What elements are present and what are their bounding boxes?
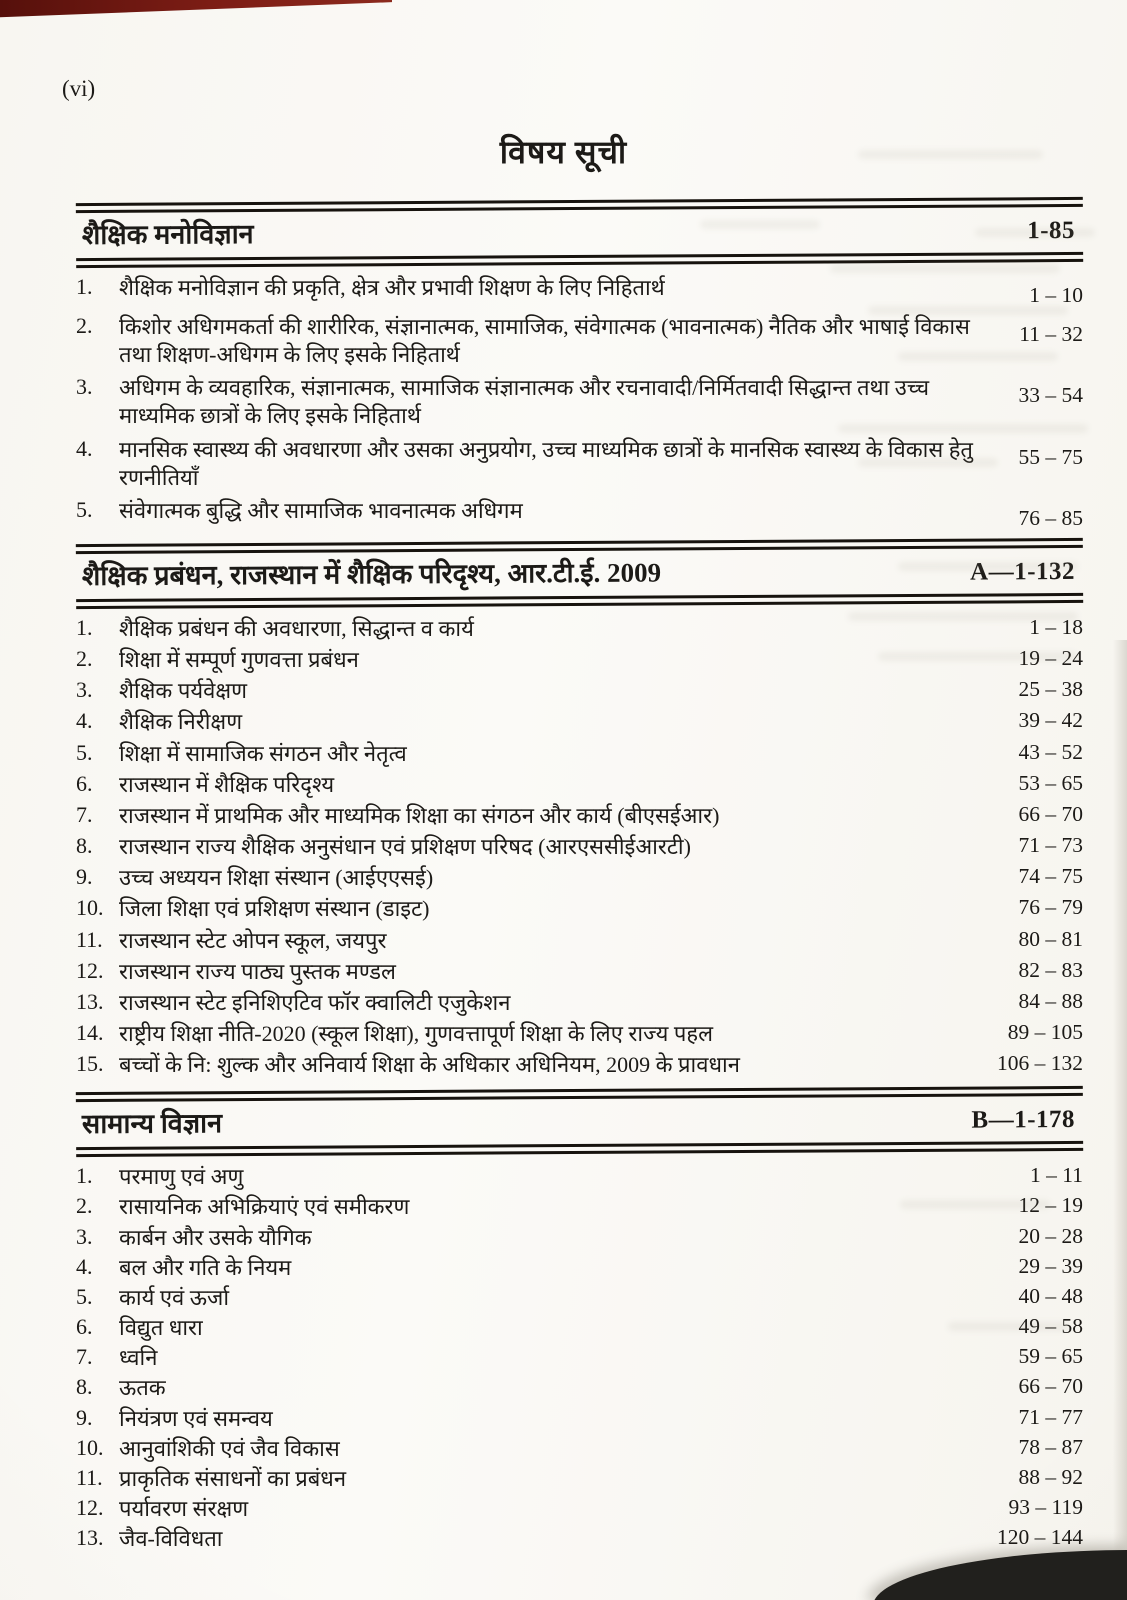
toc-entry [76, 927, 1083, 955]
page-title: विषय सूची [499, 134, 628, 170]
entry-pages: 71 – 77 [1018, 1404, 1083, 1429]
section-header [76, 197, 1083, 268]
entry-pages: 88 – 92 [1018, 1464, 1083, 1489]
entry-title: शैक्षिक प्रबंधन की अवधारणा, सिद्धान्त व कार्य [119, 615, 474, 641]
entry-title: अधिगम के व्यवहारिक, संज्ञानात्मक, सामाजिक संज्ञानात्मक और रचनावादी/निर्मितवादी सिद्धान्त तथा उच्च माध्यमिक छात्रों के लिए इसके निहितार्थ [119, 375, 930, 429]
entry-pages: 11 – 32 [1019, 322, 1083, 346]
toc-entry [76, 374, 1083, 430]
entry-number: 15. [76, 1051, 104, 1077]
entry-title: मानसिक स्वास्थ्य की अवधारणा और उसका अनुप्रयोग, उच्च माध्यमिक छात्रों के मानसिक स्वास्थ्य के विकास हेतु रणनीतियाँ [119, 436, 973, 490]
entry-title: कार्य एवं ऊर्जा [119, 1284, 230, 1310]
toc-section [76, 200, 1083, 531]
entry-pages: 39 – 42 [1018, 708, 1083, 733]
entry-pages: 71 – 73 [1018, 833, 1083, 858]
entry-pages: 55 – 75 [1018, 444, 1083, 469]
toc-entry [76, 958, 1083, 986]
toc-entry [76, 1051, 1083, 1079]
entry-title: शिक्षा में सामाजिक संगठन और नेतृत्व [119, 740, 407, 766]
section-title: शैक्षिक प्रबंधन, राजस्थान में शैक्षिक परिदृश्य, आर.टी.ई. 2009 [81, 557, 662, 591]
bleed-through-smudge [868, 306, 1068, 315]
toc-entry [76, 1435, 1083, 1463]
entry-title: आनुवांशिकी एवं जैव विकास [119, 1435, 340, 1461]
bleed-through-smudge [878, 652, 1078, 661]
entry-number: 13. [76, 988, 104, 1014]
entry-title: संवेगात्मक बुद्धि और सामाजिक भावनात्मक अधिगम [119, 497, 523, 523]
entry-pages: 53 – 65 [1018, 770, 1083, 795]
entry-number: 8. [76, 1374, 93, 1400]
entry-number: 9. [76, 1404, 93, 1430]
toc-entry [76, 1254, 1083, 1282]
toc-entry [76, 1405, 1083, 1433]
entry-pages: 74 – 75 [1018, 864, 1083, 889]
entry-number: 5. [76, 496, 93, 522]
bleed-through-smudge [898, 352, 1058, 361]
toc-entry [76, 1284, 1083, 1312]
entry-number: 8. [76, 833, 93, 859]
entry-number: 1. [76, 614, 93, 640]
entry-number: 2. [76, 1193, 93, 1219]
entry-title: ध्वनि [119, 1345, 158, 1371]
entry-title: विद्युत धारा [119, 1315, 203, 1341]
entry-pages: 120 – 144 [997, 1525, 1083, 1550]
entry-number: 4. [76, 435, 93, 461]
toc-entry [76, 802, 1083, 830]
entry-number: 11. [76, 926, 103, 952]
entry-number: 4. [76, 708, 93, 734]
entry-pages: 19 – 24 [1018, 646, 1083, 671]
entry-title: राष्ट्रीय शिक्षा नीति-2020 (स्कूल शिक्षा), गुणवत्तापूर्ण शिक्षा के लिए राज्य पहल [119, 1020, 714, 1046]
toc-entry [76, 1374, 1083, 1402]
page-edge-shadow [1113, 640, 1127, 1556]
page-folio: (vi) [62, 76, 96, 101]
entry-number: 14. [76, 1019, 104, 1045]
toc-entry [76, 1525, 1083, 1553]
entry-pages: 66 – 70 [1018, 801, 1083, 826]
toc-entry [76, 1465, 1083, 1493]
entry-pages: 1 – 18 [1029, 614, 1083, 639]
toc-entry [76, 1344, 1083, 1372]
table-of-contents [76, 200, 1083, 1563]
entry-pages: 78 – 87 [1018, 1434, 1083, 1459]
entry-title: ऊतक [119, 1375, 166, 1401]
book-cover-edge [0, 0, 392, 18]
entry-title: राजस्थान स्टेट इनिशिएटिव फॉर क्वालिटी एजुकेशन [119, 989, 511, 1015]
section-header [76, 538, 1083, 609]
entry-pages: 20 – 28 [1018, 1223, 1083, 1248]
section-title: शैक्षिक मनोविज्ञान [81, 218, 254, 251]
entry-pages: 82 – 83 [1018, 957, 1083, 982]
entry-number: 1. [76, 1163, 93, 1189]
entry-title: शैक्षिक पर्यवेक्षण [119, 678, 247, 704]
entry-title: उच्च अध्ययन शिक्षा संस्थान (आईएएसई) [119, 865, 434, 891]
entry-pages: 80 – 81 [1018, 926, 1083, 951]
entry-title: जिला शिक्षा एवं प्रशिक्षण संस्थान (डाइट) [119, 896, 430, 922]
bleed-through-smudge [900, 1200, 1050, 1209]
entry-pages: 106 – 132 [997, 1051, 1083, 1076]
entry-title: शिक्षा में सम्पूर्ण गुणवत्ता प्रबंधन [119, 647, 359, 673]
entry-pages: 29 – 39 [1018, 1253, 1083, 1278]
bleed-through-smudge [858, 458, 998, 467]
toc-entry [76, 1020, 1083, 1048]
toc-entry [76, 989, 1083, 1017]
bleed-through-smudge [838, 424, 1088, 433]
bleed-through-smudge [975, 228, 1095, 237]
section-page-range: A—1-132 [970, 557, 1076, 586]
entry-number: 5. [76, 739, 93, 765]
toc-section [76, 541, 1083, 1079]
toc-entry [76, 833, 1083, 861]
toc-entry [76, 740, 1083, 768]
toc-entry [76, 1224, 1083, 1252]
bleed-through-smudge [830, 264, 1060, 273]
section-title: सामान्य विज्ञान [81, 1108, 223, 1140]
entry-title: राजस्थान में शैक्षिक परिदृश्य [119, 771, 335, 797]
entry-pages: 66 – 70 [1018, 1374, 1083, 1399]
toc-entry [76, 895, 1083, 923]
entry-number: 5. [76, 1283, 93, 1309]
entry-title: बल और गति के नियम [119, 1254, 292, 1280]
toc-entry [76, 677, 1083, 705]
entry-number: 12. [76, 1495, 104, 1520]
entry-number: 3. [76, 677, 93, 703]
entry-number: 4. [76, 1253, 93, 1279]
entry-title: शैक्षिक मनोविज्ञान की प्रकृति, क्षेत्र और प्रभावी शिक्षण के लिए निहितार्थ [119, 275, 665, 300]
entry-pages: 40 – 48 [1018, 1283, 1083, 1308]
entry-title: राजस्थान राज्य पाठ्य पुस्तक मण्डल [119, 958, 396, 984]
toc-entry [76, 497, 1083, 531]
entry-number: 3. [76, 374, 93, 400]
entry-number: 13. [76, 1525, 104, 1551]
entry-pages: 33 – 54 [1018, 383, 1083, 408]
entry-number: 2. [76, 313, 93, 338]
section-items [76, 1163, 1083, 1553]
entry-number: 9. [76, 864, 93, 890]
entry-pages: 43 – 52 [1018, 739, 1083, 764]
entry-pages: 49 – 58 [1018, 1314, 1083, 1339]
bleed-through-smudge [898, 562, 1078, 571]
entry-pages: 76 – 85 [1018, 505, 1083, 530]
entry-pages: 1 – 10 [1029, 283, 1083, 307]
section-page-range: 1-85 [1027, 216, 1076, 245]
entry-number: 12. [76, 957, 104, 983]
entry-number: 3. [76, 1223, 93, 1249]
entry-title: बच्चों के नि: शुल्क और अनिवार्य शिक्षा के अधिकार अधिनियम, 2009 के प्रावधान [119, 1052, 740, 1078]
section-page-range: B—1-178 [971, 1106, 1076, 1134]
entry-title: किशोर अधिगमकर्ता की शारीरिक, संज्ञानात्मक, सामाजिक, संवेगात्मक (भावनात्मक) नैतिक और भाषाई विकास तथा शिक्षण-अधिगम के लिए इसके निहितार्थ [119, 314, 970, 368]
toc-entry [76, 864, 1083, 892]
entry-number: 7. [76, 1344, 93, 1370]
entry-number: 2. [76, 646, 93, 672]
entry-title: नियंत्रण एवं समन्वय [119, 1405, 273, 1431]
section-header [76, 1086, 1083, 1157]
entry-title: कार्बन और उसके यौगिक [119, 1224, 312, 1250]
entry-number: 10. [76, 895, 104, 921]
entry-number: 6. [76, 770, 93, 796]
toc-entry [76, 274, 1083, 308]
toc-entry [76, 1314, 1083, 1342]
entry-title: प्राकृतिक संसाधनों का प्रबंधन [119, 1465, 347, 1491]
toc-section [76, 1089, 1083, 1553]
toc-entry [76, 708, 1083, 736]
entry-pages: 25 – 38 [1018, 677, 1083, 702]
entry-pages: 89 – 105 [1007, 1019, 1083, 1044]
entry-number: 10. [76, 1434, 104, 1460]
entry-title: जैव-विविधता [119, 1526, 223, 1552]
toc-entry [76, 771, 1083, 799]
bleed-through-smudge [858, 150, 1043, 159]
bleed-through-smudge [948, 1322, 1068, 1331]
entry-title: परमाणु एवं अणु [119, 1164, 244, 1190]
entry-pages: 76 – 79 [1018, 895, 1083, 920]
section-items [76, 615, 1083, 1079]
toc-entry [76, 1495, 1083, 1523]
entry-pages: 84 – 88 [1018, 988, 1083, 1013]
toc-entry [76, 1163, 1083, 1191]
entry-title: राजस्थान में प्राथमिक और माध्यमिक शिक्षा का संगठन और कार्य (बीएसईआर) [119, 802, 720, 828]
entry-title: शैक्षिक निरीक्षण [119, 709, 243, 735]
entry-pages: 93 – 119 [1008, 1495, 1083, 1519]
bleed-through-smudge [700, 220, 820, 229]
entry-pages: 12 – 19 [1018, 1193, 1083, 1218]
entry-title: राजस्थान राज्य शैक्षिक अनुसंधान एवं प्रशिक्षण परिषद (आरएससीईआरटी) [119, 834, 691, 860]
entry-number: 1. [76, 274, 93, 299]
entry-number: 7. [76, 801, 93, 827]
entry-pages: 1 – 11 [1030, 1163, 1083, 1188]
bleed-through-smudge [848, 612, 1078, 621]
entry-title: रासायनिक अभिक्रियाएं एवं समीकरण [119, 1194, 410, 1220]
entry-title: पर्यावरण संरक्षण [119, 1496, 249, 1521]
entry-number: 6. [76, 1314, 93, 1340]
entry-number: 11. [76, 1464, 103, 1490]
entry-pages: 59 – 65 [1018, 1344, 1083, 1369]
entry-title: राजस्थान स्टेट ओपन स्कूल, जयपुर [119, 927, 387, 953]
